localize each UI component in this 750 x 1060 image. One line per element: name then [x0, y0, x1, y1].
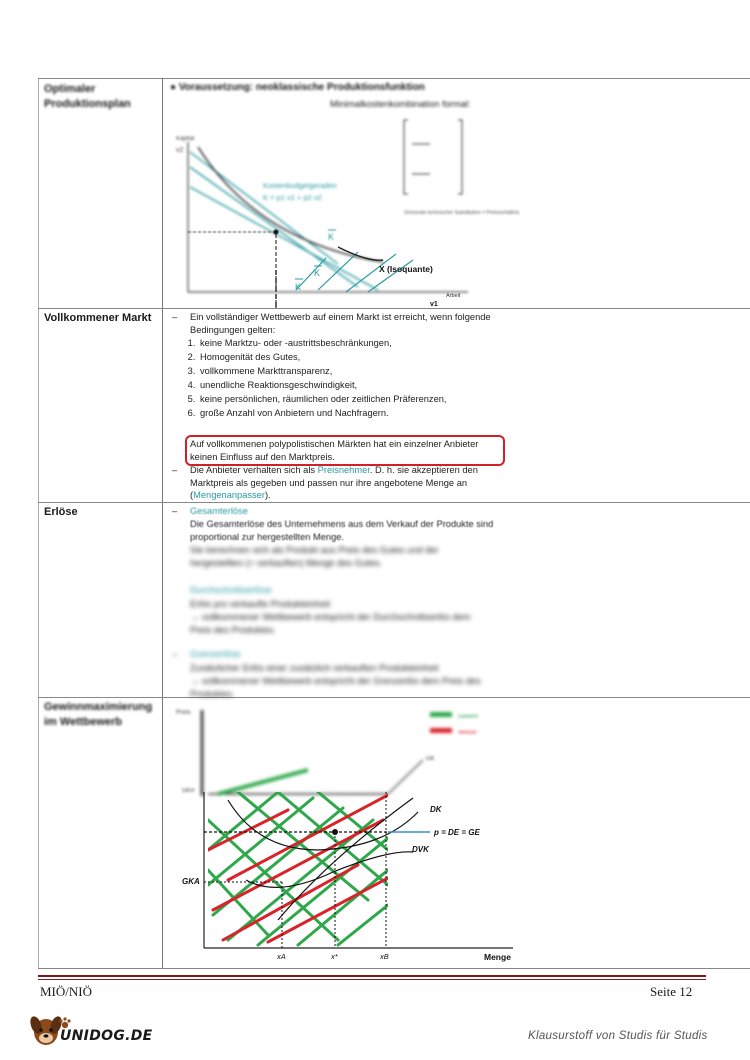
row-label-erloese: Erlöse: [44, 506, 78, 518]
price-top-label: GKA: [182, 788, 195, 794]
footer-rule: [38, 975, 706, 977]
erloese-text-3b: → vollkommener Wettbewerb entspricht der Grenzerlös dem Preis des Produktes.: [190, 676, 481, 699]
logo-text: UNIDOG.DE: [60, 1028, 153, 1044]
dvk-label: DVK: [412, 845, 429, 854]
row1-heading: ● Voraussetzung: neoklassische Produktionsfunktion: [170, 82, 425, 93]
budget-formula: K = p1 v1 + p2 v2: [263, 193, 322, 202]
k-label-top: K: [328, 232, 335, 242]
highlight-box: Auf vollkommenen polypolistischen Märkten hat ein einzelner Anbieter keinen Einfluss auf den Marktpreis.: [185, 435, 505, 466]
bullet-dash: –: [172, 312, 178, 322]
footer-rule-thin: [38, 979, 706, 980]
footer-page-number: Seite 12: [650, 984, 693, 999]
erloese-text-3: Zusätzlicher Erlös einer zusätzlich verkauften Produkteinheit: [190, 663, 439, 673]
term-preisnehmer: Preisnehmer: [317, 465, 370, 475]
market-intro: Ein vollständiger Wettbewerb auf einem Markt ist erreicht, wenn folgende Bedingungen gelten:: [190, 312, 491, 335]
gka-label: GKA: [182, 877, 200, 886]
erloese-title-2: Durchschnittserlöse: [190, 585, 272, 595]
k-label-mid: K: [314, 268, 321, 278]
formula-note: Grenzrate technischer Substitution = Preisverhältnis: [404, 210, 520, 216]
graph-x-label: Menge: [484, 952, 511, 962]
list-item: 6. große Anzahl von Anbietern und Nachfragern.: [198, 407, 528, 420]
isoquant-label: X (Isoquante): [379, 264, 433, 274]
list-item: 5. keine persönlichen, räumlichen oder zeitlichen Präferenzen,: [198, 393, 528, 406]
row-label-produktionsplan: Optimaler Produktionsplan: [44, 83, 131, 110]
bullet-dash: –: [172, 465, 178, 475]
market-conditions: [176, 337, 528, 420]
y-axis-label: Kapital: [176, 136, 195, 142]
erloese-text-2: Erlös pro verkaufte Produkteinheit: [190, 599, 331, 609]
row-label-vollkommener-markt: Vollkommener Markt: [44, 312, 152, 324]
footer-left: MIÖ/NIÖ: [40, 984, 92, 999]
bullet-dash: –: [172, 649, 178, 659]
graph-y-label: Preis: [176, 709, 191, 716]
list-item: 3. vollkommene Markttransparenz,: [198, 365, 528, 378]
profit-graph: [168, 700, 548, 968]
list-item: 1. keine Marktzu- oder -austrittsbeschränkungen,: [198, 337, 528, 350]
dk-label: DK: [430, 805, 442, 814]
row-label-gewinnmaximierung: Gewinnmaximierung im Wettbewerb: [44, 701, 153, 728]
erloese-title-3: Grenzerlöse: [190, 649, 241, 659]
erloese-text-1: Die Gesamterlöse des Unternehmens aus dem Verkauf der Produkte sind proportional zur hergestellten Menge.: [190, 519, 494, 542]
y-var-label: v2: [176, 147, 184, 154]
footer-tagline: Klausurstoff von Studis für Studis: [528, 1030, 708, 1042]
legend-verlust: Verlust: [458, 730, 477, 736]
erloese-text-2b: → vollkommener Wettbewerb entspricht der Durchschnittserlös dem Preis des Produktes.: [190, 612, 471, 635]
unidog-logo: [26, 1014, 176, 1050]
x-axis-label: Arbeit: [446, 293, 461, 299]
list-item: 2. Homogenität des Gutes,: [198, 351, 528, 364]
term-mengenanpasser: Mengenanpasser: [193, 490, 265, 500]
isoquant-graph: [168, 112, 728, 308]
x-tick-xstar: x*: [331, 952, 338, 961]
price-taker-text: Die Anbieter verhalten sich als Preisnehmer. D. h. sie akzeptieren den Marktpreis als gegeben und passen nur ihre angebotene Menge an (Mengenanpasser).: [190, 465, 478, 500]
erloese-text-1b: Sie berechnen sich als Produkt aus Preis des Gutes und der hergestellten (= verkauften) Menge des Gutes.: [190, 545, 439, 568]
list-item: 4. unendliche Reaktionsgeschwindigkeit,: [198, 379, 528, 392]
x-tick-xb: xB: [380, 952, 389, 961]
gk-top-label: GK: [426, 756, 435, 762]
erloese-title-1: Gesamterlöse: [190, 506, 248, 516]
bullet-dash: –: [172, 506, 178, 516]
legend-gewinn: Gewinn: [458, 714, 479, 720]
price-line-label: p = DE = GE: [434, 828, 480, 837]
budget-label: Kostenbudgetgeraden: [263, 181, 337, 190]
x-var-label: v1: [430, 301, 438, 308]
k-label-low: K: [295, 282, 302, 292]
x-tick-xa: xA: [277, 952, 286, 961]
row1-subheading: Minimalkostenkombination formal:: [330, 99, 471, 109]
